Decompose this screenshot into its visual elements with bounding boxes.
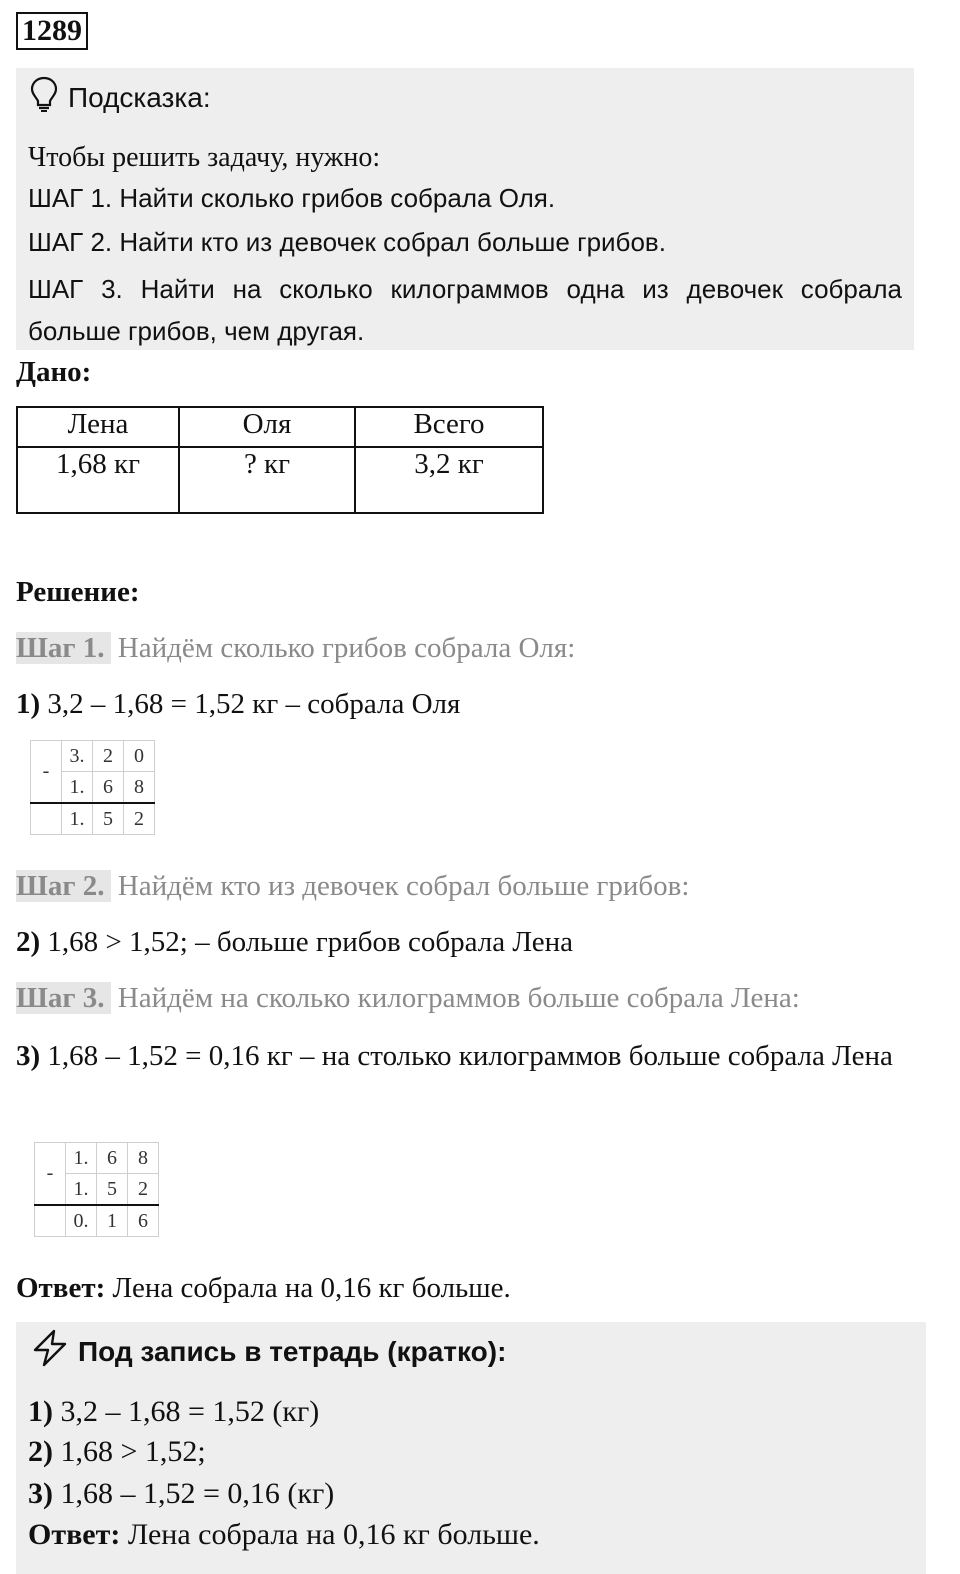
solution-step-2	[16, 868, 689, 904]
step-text: Найдём сколько грибов собрала Оля:	[110, 632, 576, 664]
solution-line-2	[16, 924, 573, 960]
given-title: Дано:	[16, 356, 92, 388]
line-text: 3,2 – 1,68 = 1,52 (кг)	[53, 1395, 320, 1428]
solution-title: Решение:	[16, 576, 140, 608]
solution-step-3	[16, 980, 800, 1016]
given-value-olya: ? кг	[179, 447, 355, 513]
line-text: 1,68 > 1,52; – больше грибов собрала Лена	[40, 926, 574, 958]
hint-title-text: Подсказка:	[68, 81, 211, 113]
solution-line-1	[16, 686, 460, 722]
minus-sign: -	[31, 741, 62, 804]
minus-sign: -	[35, 1143, 66, 1206]
hint-step-text: Найти кто из девочек собрал больше грибов.	[112, 227, 666, 257]
digit: 1	[97, 1205, 128, 1237]
step-text: Найдём кто из девочек собрал больше грибов:	[110, 870, 690, 902]
answer-label: Ответ:	[28, 1518, 121, 1551]
line-number: 1)	[16, 688, 41, 720]
solution-line-3	[16, 1036, 934, 1076]
digit: 5	[93, 803, 124, 835]
digit: 1.	[66, 1174, 97, 1206]
hint-step-text: Найти сколько грибов собрала Оля.	[112, 183, 556, 213]
answer-text: Лена собрала на 0,16 кг больше.	[120, 1518, 540, 1551]
line-number: 2)	[16, 926, 41, 958]
given-header-lena: Лена	[17, 407, 179, 447]
digit: 0	[124, 741, 155, 772]
digit: 2	[93, 741, 124, 772]
given-value-lena: 1,68 кг	[17, 447, 179, 513]
digit: 3.	[62, 741, 93, 772]
notebook-answer	[28, 1515, 540, 1555]
hint-step-label: ШАГ 2.	[28, 227, 113, 257]
column-subtraction-2	[34, 1142, 159, 1237]
given-header-olya: Оля	[179, 407, 355, 447]
hint-step-2	[28, 224, 666, 260]
digit: 2	[128, 1174, 159, 1206]
lightning-icon	[30, 1328, 70, 1379]
line-text: 3,2 – 1,68 = 1,52 кг – собрала Оля	[40, 688, 461, 720]
digit: 1.	[62, 772, 93, 804]
line-number: 1)	[28, 1395, 53, 1428]
answer-label: Ответ:	[16, 1272, 106, 1304]
notebook-line-3	[28, 1474, 334, 1514]
hint-title	[30, 76, 211, 123]
line-text: 1,68 – 1,52 = 0,16 кг – на столько килограммов больше собрала Лена	[40, 1040, 893, 1072]
hint-step-label: ШАГ 3.	[28, 274, 123, 304]
line-text: 1,68 – 1,52 = 0,16 (кг)	[53, 1477, 335, 1510]
digit: 6	[93, 772, 124, 804]
hint-step-3	[28, 268, 902, 352]
empty-cell	[35, 1205, 66, 1237]
digit: 6	[97, 1143, 128, 1174]
step-text: Найдём на сколько килограммов больше собрала Лена:	[110, 982, 800, 1014]
line-number: 3)	[28, 1477, 53, 1510]
line-number: 3)	[16, 1040, 41, 1072]
digit: 0.	[66, 1205, 97, 1237]
digit: 8	[128, 1143, 159, 1174]
hint-step-text: Найти на сколько килограммов одна из девочек собрала больше грибов, чем другая.	[28, 274, 902, 346]
solution-answer	[16, 1270, 511, 1306]
notebook-line-1	[28, 1392, 319, 1432]
problem-number: 1289	[16, 12, 88, 50]
lightbulb-icon	[30, 76, 58, 123]
step-tag: Шаг 1.	[16, 632, 111, 664]
line-number: 2)	[28, 1435, 53, 1468]
digit: 6	[128, 1205, 159, 1237]
line-text: 1,68 > 1,52;	[53, 1435, 206, 1468]
answer-text: Лена собрала на 0,16 кг больше.	[105, 1272, 511, 1304]
digit: 2	[124, 803, 155, 835]
notebook-line-2	[28, 1432, 206, 1472]
notebook-title	[30, 1328, 506, 1379]
empty-cell	[31, 803, 62, 835]
solution-step-1	[16, 630, 575, 666]
hint-step-label: ШАГ 1.	[28, 183, 113, 213]
hint-intro: Чтобы решить задачу, нужно:	[28, 142, 381, 173]
hint-step-1	[28, 180, 555, 216]
given-value-total: 3,2 кг	[355, 447, 543, 513]
notebook-title-text: Под запись в тетрадь (кратко):	[78, 1335, 507, 1367]
given-header-total: Всего	[355, 407, 543, 447]
step-tag: Шаг 3.	[16, 982, 111, 1014]
given-table	[16, 406, 544, 514]
digit: 1.	[62, 803, 93, 835]
column-subtraction-1	[30, 740, 155, 835]
digit: 5	[97, 1174, 128, 1206]
step-tag: Шаг 2.	[16, 870, 111, 902]
digit: 1.	[66, 1143, 97, 1174]
digit: 8	[124, 772, 155, 804]
